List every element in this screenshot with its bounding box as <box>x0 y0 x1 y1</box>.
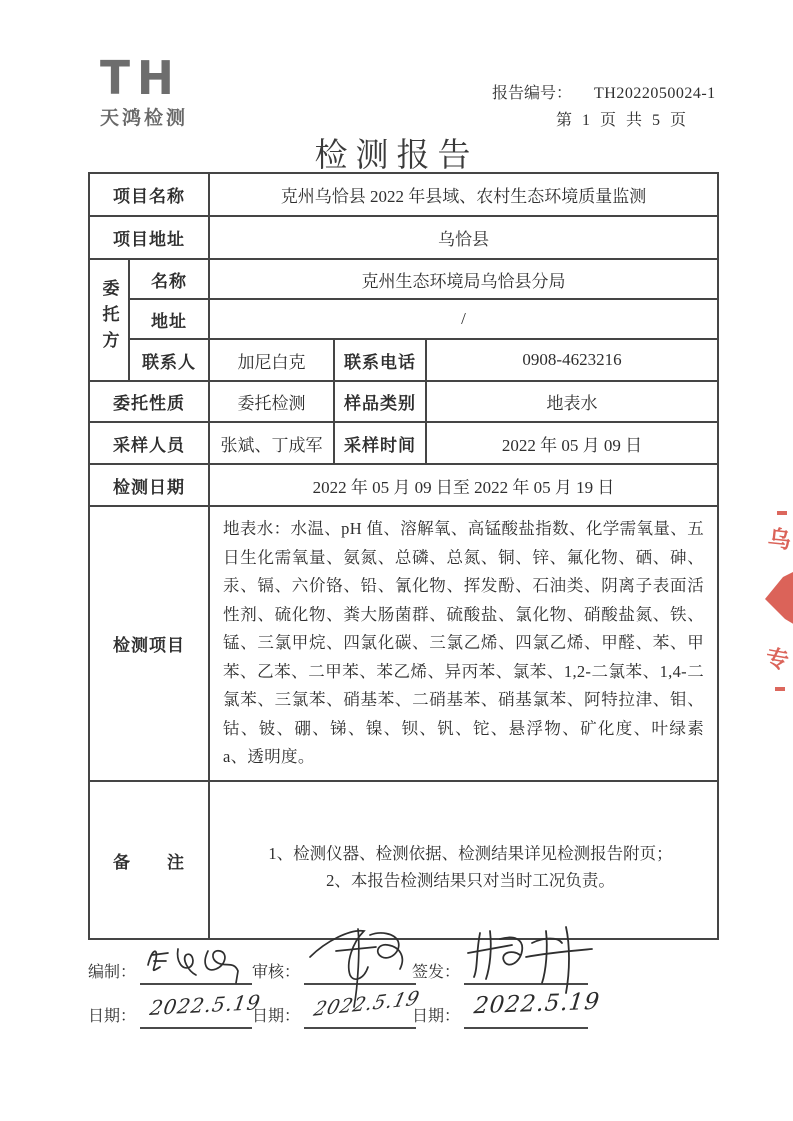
client-name-value: 克州生态环境局乌恰县分局 <box>209 259 718 299</box>
reviewer-date-label: 日期： <box>252 1008 301 1025</box>
table-row <box>89 781 718 939</box>
sample-type-label: 样品类别 <box>334 381 426 422</box>
issuer-signature-block <box>412 957 602 1033</box>
remarks-label: 备 注 <box>89 781 209 939</box>
report-number-value: TH2022050024-1 <box>594 85 716 102</box>
client-group-label: 委托方 <box>89 259 129 381</box>
remark-line: 1、检测仪器、检测依据、检测结果详见检测报告附页； <box>268 844 673 863</box>
table-row <box>89 339 718 381</box>
maker-date-value: 2022.5.19 <box>148 989 263 1021</box>
client-name-label: 名称 <box>129 259 209 299</box>
table-row <box>89 422 718 464</box>
issuer-date-label: 日期： <box>412 1008 461 1025</box>
sampling-staff-value: 张斌、丁成军 <box>209 422 334 464</box>
table-row <box>89 299 718 339</box>
table-row <box>89 381 718 422</box>
table-row <box>89 173 718 216</box>
issuer-signature-line <box>464 957 588 985</box>
maker-date-line <box>140 989 263 1029</box>
project-address-label: 项目地址 <box>89 216 209 259</box>
issuer-date-line <box>464 988 602 1029</box>
client-address-label: 地址 <box>129 299 209 339</box>
reviewer-date-value: 2022.5.19 <box>311 987 423 1021</box>
test-items-cell <box>209 506 718 781</box>
test-date-value: 2022 年 05 月 09 日至 2022 年 05 月 19 日 <box>209 464 718 506</box>
sample-type-value: 地表水 <box>426 381 718 422</box>
maker-signature-line <box>140 957 252 985</box>
client-contact-value: 加尼白克 <box>209 339 334 381</box>
client-contact-label: 联系人 <box>129 339 209 381</box>
seal-ring-mark <box>777 511 787 515</box>
info-table <box>88 172 719 940</box>
seal-star-icon <box>763 569 793 627</box>
table-row <box>89 216 718 259</box>
sampling-time-value: 2022 年 05 月 09 日 <box>426 422 718 464</box>
commission-type-value: 委托检测 <box>209 381 334 422</box>
maker-date-label: 日期： <box>88 1008 137 1025</box>
table-row <box>89 259 718 299</box>
table-row <box>89 506 718 781</box>
reviewer-signature-line <box>304 957 416 985</box>
client-phone-label: 联系电话 <box>334 339 426 381</box>
report-number <box>492 80 716 103</box>
logo-initials: TH <box>100 51 181 106</box>
reviewer-signature-block <box>252 957 423 1033</box>
reviewer-label: 审核： <box>252 964 301 981</box>
client-address-value: / <box>209 299 718 339</box>
test-date-label: 检测日期 <box>89 464 209 506</box>
project-name-label: 项目名称 <box>89 173 209 216</box>
project-address-value: 乌恰县 <box>209 216 718 259</box>
sampling-time-label: 采样时间 <box>334 422 426 464</box>
test-items-value: 地表水：水温、pH 值、溶解氧、高锰酸盐指数、化学需氧量、五日生化需氧量、氨氮、总磷、总氮、铜、锌、氟化物、硒、砷、汞、镉、六价铬、铅、氰化物、挥发酚、石油类、阴离子表面活性剂、硫化物、粪大肠菌群、硫酸盐、氯化物、硝酸盐氮、铁、锰、三氯甲烷、四氯化碳、三氯乙烯、四氯乙烯、甲醛、苯、甲苯、乙苯、二甲苯、苯乙烯、异丙苯、氯苯、1,2-二氯苯、1,4-二氯苯、三氯苯、硝基苯、二硝基苯、硝基氯苯、阿特拉津、钼、钴、铍、硼、锑、镍、钡、钒、铊、悬浮物、矿化度、叶绿素 a、透明度。 <box>223 519 704 767</box>
remarks-cell <box>209 781 718 939</box>
document-title: 检测报告 <box>314 138 479 174</box>
maker-signature <box>142 937 250 987</box>
red-seal-stamp <box>743 503 793 723</box>
company-logo <box>100 51 189 130</box>
table-row <box>89 464 718 506</box>
remark-line: 2、本报告检测结果只对当时工况负责。 <box>326 871 615 890</box>
seal-ring-mark <box>775 687 785 691</box>
issuer-date-value: 2022.5.19 <box>472 988 602 1020</box>
maker-signature-block <box>88 957 263 1033</box>
page-indicator: 第 1 页 共 5 页 <box>556 112 690 129</box>
report-number-label: 报告编号： <box>492 85 573 102</box>
project-name-value: 克州乌恰县 2022 年县域、农村生态环境质量监测 <box>209 173 718 216</box>
logo-name: 天鸿检测 <box>100 107 189 129</box>
seal-char-top: 乌 <box>766 525 793 555</box>
test-items-label: 检测项目 <box>89 506 209 781</box>
maker-label: 编制： <box>88 964 137 981</box>
client-phone-value: 0908-4623216 <box>426 339 718 381</box>
issuer-label: 签发： <box>412 964 461 981</box>
commission-type-label: 委托性质 <box>89 381 209 422</box>
seal-char-bottom: 专 <box>763 645 791 675</box>
reviewer-date-line <box>304 987 423 1029</box>
sampling-staff-label: 采样人员 <box>89 422 209 464</box>
